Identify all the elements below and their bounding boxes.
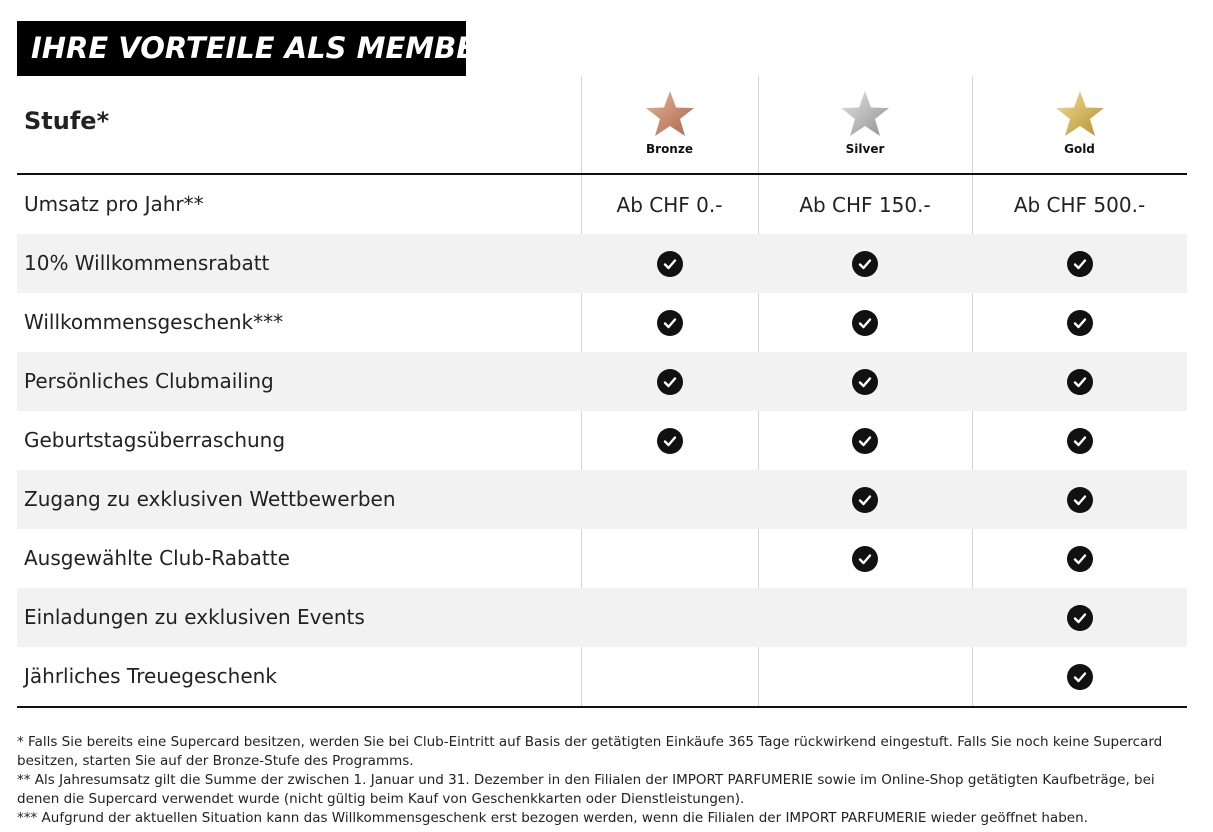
benefit-row [17,234,1187,293]
benefit-cell [972,234,1187,293]
table-header-row [17,76,1187,174]
benefit-cell [581,588,758,647]
tier-label: Silver [845,142,885,156]
stufe-header: Stufe* [24,107,110,135]
benefit-cell [972,352,1187,411]
row-label: Persönliches Clubmailing [24,369,274,393]
check-circle-icon [657,428,683,454]
benefit-cell [972,470,1187,529]
table-bottom-divider [17,706,1187,708]
revenue-value: Ab CHF 0.- [616,192,723,217]
benefit-cell [758,411,972,470]
benefit-cell [581,647,758,706]
check-circle-icon [657,310,683,336]
footnote-1: * Falls Sie bereits eine Supercard besitzen, werden Sie bei Club-Eintritt auf Basis der getätigten Einkäufe 365 Tage rückwirkend eingestuft. Falls Sie noch keine Supercard besitzen, starten Sie auf der Bronze-Stufe des Programms. [17,734,1163,769]
check-circle-icon [657,251,683,277]
benefit-cell [581,234,758,293]
check-circle-icon [852,369,878,395]
footnote-2: ** Als Jahresumsatz gilt die Summe der zwischen 1. Januar und 31. Dezember in den Filialen der IMPORT PARFUMERIE sowie im Online-Shop getätigten Kaufbeträge, bei denen die Supercard verwendet wurde (nicht gültig beim Kauf von Geschenkkarten oder Dienstleistungen). [17,772,1155,807]
benefit-row [17,411,1187,470]
benefit-cell [758,293,972,352]
page-title: IHRE VORTEILE ALS MEMBER [31,31,499,65]
footnotes [17,733,1187,828]
benefit-cell [758,234,972,293]
benefit-cell [972,647,1187,706]
benefit-cell [581,470,758,529]
benefit-cell [758,647,972,706]
check-circle-icon [852,251,878,277]
check-circle-icon [1067,251,1093,277]
check-circle-icon [852,487,878,513]
benefit-cell [758,470,972,529]
revenue-row [17,175,1187,234]
row-label: Zugang zu exklusiven Wettbewerben [24,487,396,511]
star-icon [1055,90,1105,138]
benefit-cell [758,529,972,588]
benefit-cell [581,352,758,411]
title-banner [17,21,499,76]
tier-label: Gold [1064,142,1095,156]
tier-header-silver [758,76,972,174]
tier-label: Bronze [646,142,693,156]
benefit-row [17,293,1187,352]
tier-header-gold [972,76,1187,174]
check-circle-icon [852,546,878,572]
check-circle-icon [1067,310,1093,336]
revenue-value: Ab CHF 500.- [1013,192,1146,217]
check-circle-icon [1067,605,1093,631]
benefit-cell [972,588,1187,647]
check-circle-icon [852,310,878,336]
benefit-row [17,647,1187,706]
tier-header-bronze [581,76,758,174]
benefit-row [17,352,1187,411]
benefit-row [17,588,1187,647]
check-circle-icon [657,369,683,395]
row-label: Einladungen zu exklusiven Events [24,605,365,629]
footnote-3: *** Aufgrund der aktuellen Situation kann das Willkommensgeschenk erst bezogen werden, wenn die Filialen der IMPORT PARFUMERIE wieder geöffnet haben. [17,810,1088,826]
row-label: Willkommensgeschenk*** [24,310,284,334]
row-label: 10% Willkommensrabatt [24,251,270,275]
row-label: Ausgewählte Club-Rabatte [24,546,290,570]
benefit-cell [758,588,972,647]
benefit-cell [581,411,758,470]
check-circle-icon [852,428,878,454]
check-circle-icon [1067,487,1093,513]
check-circle-icon [1067,664,1093,690]
check-circle-icon [1067,369,1093,395]
star-icon [645,90,695,138]
row-label: Jährliches Treuegeschenk [24,664,277,688]
star-icon [840,90,890,138]
benefit-cell [581,293,758,352]
row-label: Umsatz pro Jahr** [24,192,204,216]
benefit-cell [581,529,758,588]
benefit-row [17,470,1187,529]
revenue-value: Ab CHF 150.- [799,192,931,217]
benefit-cell [972,411,1187,470]
row-label: Geburtstagsüberraschung [24,428,286,452]
benefits-table [17,76,1187,708]
benefit-row [17,529,1187,588]
benefit-cell [758,352,972,411]
benefit-cell [972,293,1187,352]
check-circle-icon [1067,428,1093,454]
check-circle-icon [1067,546,1093,572]
benefit-cell [972,529,1187,588]
